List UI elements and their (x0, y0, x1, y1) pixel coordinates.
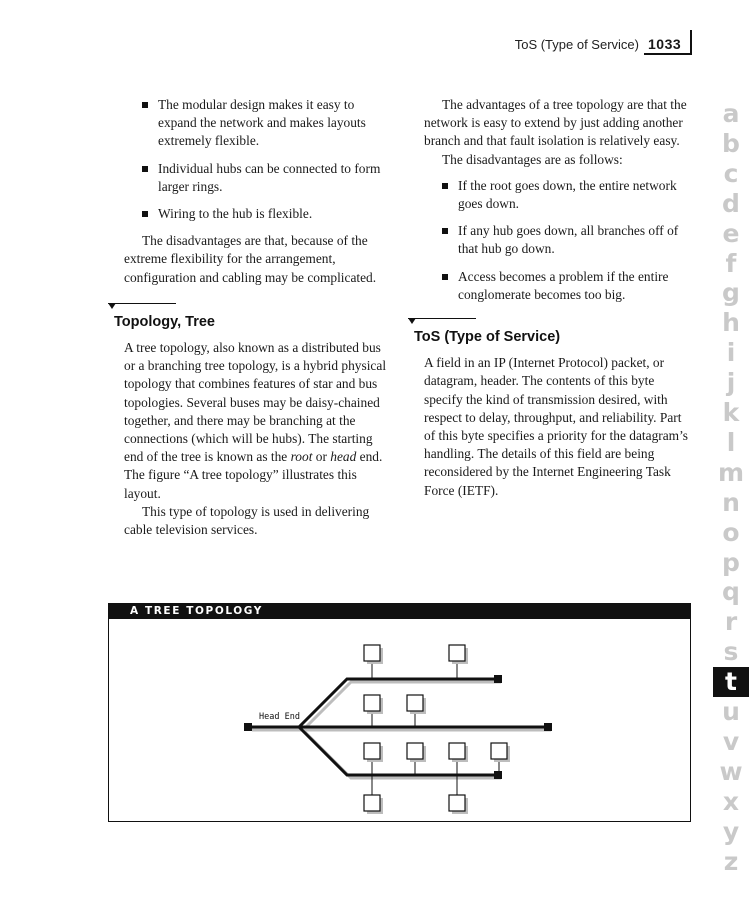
section-marker (108, 299, 392, 313)
network-node-icon (491, 743, 507, 759)
section-heading-tos: ToS (Type of Service) (414, 329, 561, 346)
alphabet-tab-n: n (722, 487, 740, 517)
alphabet-tab-a: a (722, 99, 740, 128)
alphabet-tab-z: z (723, 846, 739, 876)
head-end-terminator (244, 723, 252, 731)
network-node-icon (364, 645, 380, 661)
alphabet-tab-o: o (722, 517, 740, 547)
alphabet-tab-y: y (722, 816, 740, 846)
alphabet-tab-p: p (722, 547, 740, 577)
topology-tree-paragraph-2: This type of topology is used in delivering cable television services. (124, 503, 370, 538)
alphabet-tab-j: j (726, 368, 736, 398)
tree-topology-diagram (109, 619, 690, 821)
list-item: The modular design makes it easy to expand the network and makes layouts extremely flexible. (124, 96, 392, 151)
header-rule-vertical (690, 30, 692, 54)
bullet-icon (442, 228, 448, 234)
running-header-title: ToS (Type of Service) (514, 37, 639, 52)
bullet-icon (142, 102, 148, 108)
list-item: Access becomes a problem if the entire conglomerate becomes too big. (424, 268, 692, 304)
alphabet-tab-f: f (725, 248, 737, 278)
advantages-paragraph: The advantages of a tree topology are that the network is easy to extend by just adding another branch and that fault isolation is relatively easy. (424, 97, 687, 149)
list-item: Wiring to the hub is flexible. (124, 205, 392, 223)
disadvantages-paragraph: The disadvantages are that, because of the extreme flexibility for the arrangement, configuration and cabling may be complicated. (124, 233, 377, 285)
alphabet-tab-h: h (722, 308, 740, 338)
bus-terminator (544, 723, 552, 731)
disadvantages-intro: The disadvantages are as follows: (442, 151, 623, 167)
right-column (414, 96, 692, 500)
alphabet-tab-i: i (726, 338, 736, 368)
page-number: 1033 (648, 36, 682, 52)
list-item: If any hub goes down, all branches off of that hub go down. (424, 222, 692, 258)
bullet-icon (142, 166, 148, 172)
network-node-icon (364, 795, 380, 811)
figure-title: A TREE TOPOLOGY (109, 604, 690, 619)
alphabet-tab-m: m (717, 457, 745, 487)
network-node-icon (407, 695, 423, 711)
head-end-label: Head End (259, 712, 300, 722)
alphabet-tab-g: g (722, 278, 740, 308)
alphabet-tab-r: r (724, 607, 738, 637)
left-bullet-list (124, 96, 392, 223)
list-item: If the root goes down, the entire network goes down. (424, 177, 692, 213)
section-heading-topology-tree: Topology, Tree (114, 313, 215, 330)
alphabet-tab-u: u (722, 697, 740, 726)
right-bullet-list (424, 177, 692, 304)
alphabet-tab-k: k (722, 398, 740, 427)
header-rule-horizontal (644, 53, 692, 55)
alphabet-tab-d: d (722, 188, 740, 218)
bus-terminator (494, 771, 502, 779)
alphabet-tab-l: l (726, 427, 736, 457)
alphabet-tab-w: w (719, 756, 743, 786)
left-column (114, 96, 392, 539)
network-node-icon (364, 743, 380, 759)
alphabet-tab-s: s (723, 637, 739, 667)
tos-paragraph: A field in an IP (Internet Protocol) packet, or datagram, header. The contents of this byte specify the kind of transmission desired, with respect to delay, throughput, and reliability. Part of this byte specifies a priority for the datagram’s handling. The details of this field are being reconsidered by the Internet Engineering Task Force (IETF). (424, 355, 689, 498)
bullet-icon (142, 211, 148, 217)
bus-terminator (494, 675, 502, 683)
alphabet-tab-v: v (722, 726, 740, 756)
network-node-icon (449, 795, 465, 811)
topology-tree-paragraph: A tree topology, also known as a distributed bus or a branching tree topology, is a hybrid physical topology that combines features of star and bus topologies. Several buses may be daisy-chained together, and there may be branching at the connections (which will be hubs). The starting end of the tree is known as the root or head end. The figure “A tree topology” illustrates this layout. (124, 340, 387, 501)
alphabet-tab-x: x (722, 786, 740, 816)
network-node-icon (407, 743, 423, 759)
alphabet-tab-b: b (722, 128, 740, 158)
cable-shadows (252, 682, 551, 778)
alphabet-tab-c: c (723, 158, 739, 188)
alphabet-tab-e: e (722, 218, 740, 248)
section-marker (408, 314, 692, 328)
network-node-icon (449, 743, 465, 759)
alphabet-tab-q: q (722, 577, 740, 607)
bullet-icon (442, 183, 448, 189)
network-node-icon (449, 645, 465, 661)
alphabet-tab-t: t (713, 667, 749, 697)
list-item: Individual hubs can be connected to form larger rings. (124, 160, 392, 196)
bullet-icon (442, 274, 448, 280)
tree-topology-figure (108, 603, 691, 822)
network-node-icon (364, 695, 380, 711)
